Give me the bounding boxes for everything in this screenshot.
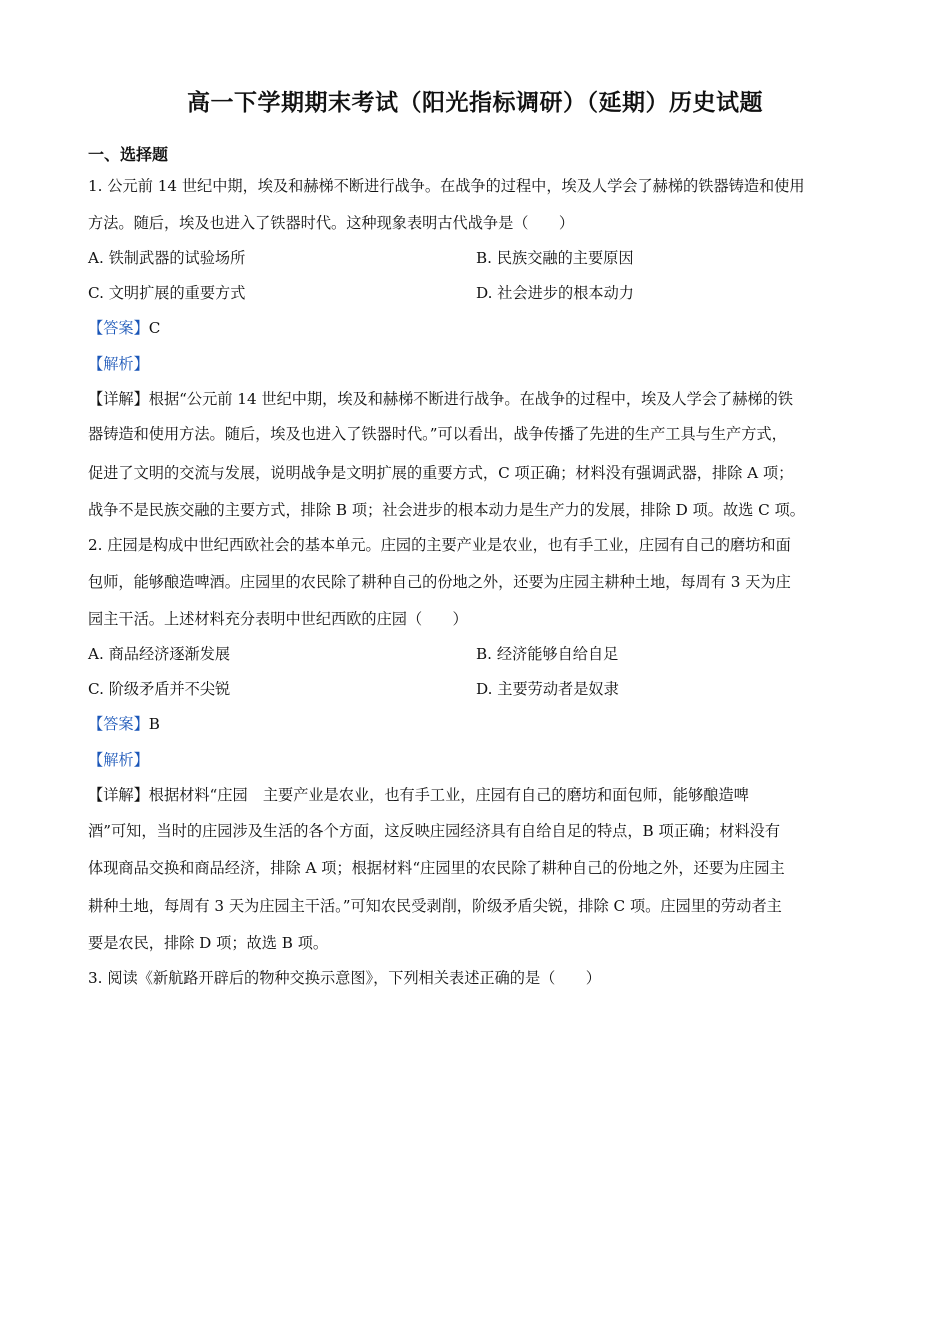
q1-detail-line: 促进了文明的交流与发展，说明战争是文明扩展的重要方式，C 项正确；材料没有强调武器，排除 A 项； [88,464,794,482]
section-heading: 一、选择题 [88,145,169,164]
answer-tag: 【答案】 [88,715,149,733]
q1-option-a: A. 铁制武器的试验场所 [88,249,246,267]
q3-stem-line: 3. 阅读《新航路开辟后的物种交换示意图》，下列相关表述正确的是（ ） [88,969,601,987]
q2-option-b: B. 经济能够自给自足 [476,645,619,663]
q1-option-c: C. 文明扩展的重要方式 [88,284,246,302]
q1-option-b: B. 民族交融的主要原因 [476,249,634,267]
q1-answer [88,318,160,338]
q2-stem-line: 2. 庄园是构成中世纪西欧社会的基本单元。庄园的主要产业是农业，也有手工业，庄园有自己的磨坊和面 [88,536,791,554]
q2-detail-line [88,785,749,805]
q2-option-c: C. 阶级矛盾并不尖锐 [88,680,231,698]
q2-answer [88,714,160,734]
answer-tag: 【答案】 [88,319,149,337]
q2-detail-line: 酒”可知，当时的庄园涉及生活的各个方面，这反映庄园经济具有自给自足的特点，B 项正确；材料没有 [88,822,781,840]
page-title: 高一下学期期末考试（阳光指标调研）（延期）历史试题 [187,90,763,116]
q1-detail-text: 根据“公元前 14 世纪中期，埃及和赫梯不断进行战争。在战争的过程中，埃及人学会了赫梯的铁 [148,390,793,408]
q2-analysis [88,750,149,770]
detail-tag: 【详解】 [88,390,149,408]
analysis-tag: 【解析】 [88,751,149,769]
q1-stem-line: 方法。随后，埃及也进入了铁器时代。这种现象表明古代战争是（ ） [88,214,574,232]
q1-stem-line: 1. 公元前 14 世纪中期，埃及和赫梯不断进行战争。在战争的过程中，埃及人学会了赫梯的铁器铸造和使用 [88,177,805,195]
q1-option-d: D. 社会进步的根本动力 [476,284,634,302]
q2-detail-line: 要是农民，排除 D 项；故选 B 项。 [88,934,329,952]
q2-detail-line: 耕种土地，每周有 3 天为庄园主干活。”可知农民受剥削，阶级矛盾尖锐，排除 C 项。庄园里的劳动者主 [88,897,782,915]
q2-option-d: D. 主要劳动者是奴隶 [476,680,619,698]
q2-stem-line: 包师，能够酿造啤酒。庄园里的农民除了耕种自己的份地之外，还要为庄园主耕种土地，每周有 3 天为庄 [88,573,791,591]
q2-option-a: A. 商品经济逐渐发展 [88,645,231,663]
q1-detail-line [88,389,793,409]
analysis-tag: 【解析】 [88,355,149,373]
q2-detail-line: 体现商品交换和商品经济，排除 A 项；根据材料“庄园里的农民除了耕种自己的份地之外，还要为庄园主 [88,859,785,877]
q1-detail-line: 战争不是民族交融的主要方式，排除 B 项；社会进步的根本动力是生产力的发展，排除 D 项。故选 C 项。 [88,501,805,519]
q2-stem-line: 园主干活。上述材料充分表明中世纪西欧的庄园（ ） [88,610,468,628]
q2-answer-value: B [148,715,160,733]
q1-answer-value: C [148,319,161,337]
q2-detail-text: 根据材料“庄园 主要产业是农业，也有手工业，庄园有自己的磨坊和面包师，能够酿造啤 [148,786,749,804]
q1-analysis [88,354,149,374]
detail-tag: 【详解】 [88,786,149,804]
q1-detail-line: 器铸造和使用方法。随后，埃及也进入了铁器时代。”可以看出，战争传播了先进的生产工具与生产方式， [88,425,787,443]
